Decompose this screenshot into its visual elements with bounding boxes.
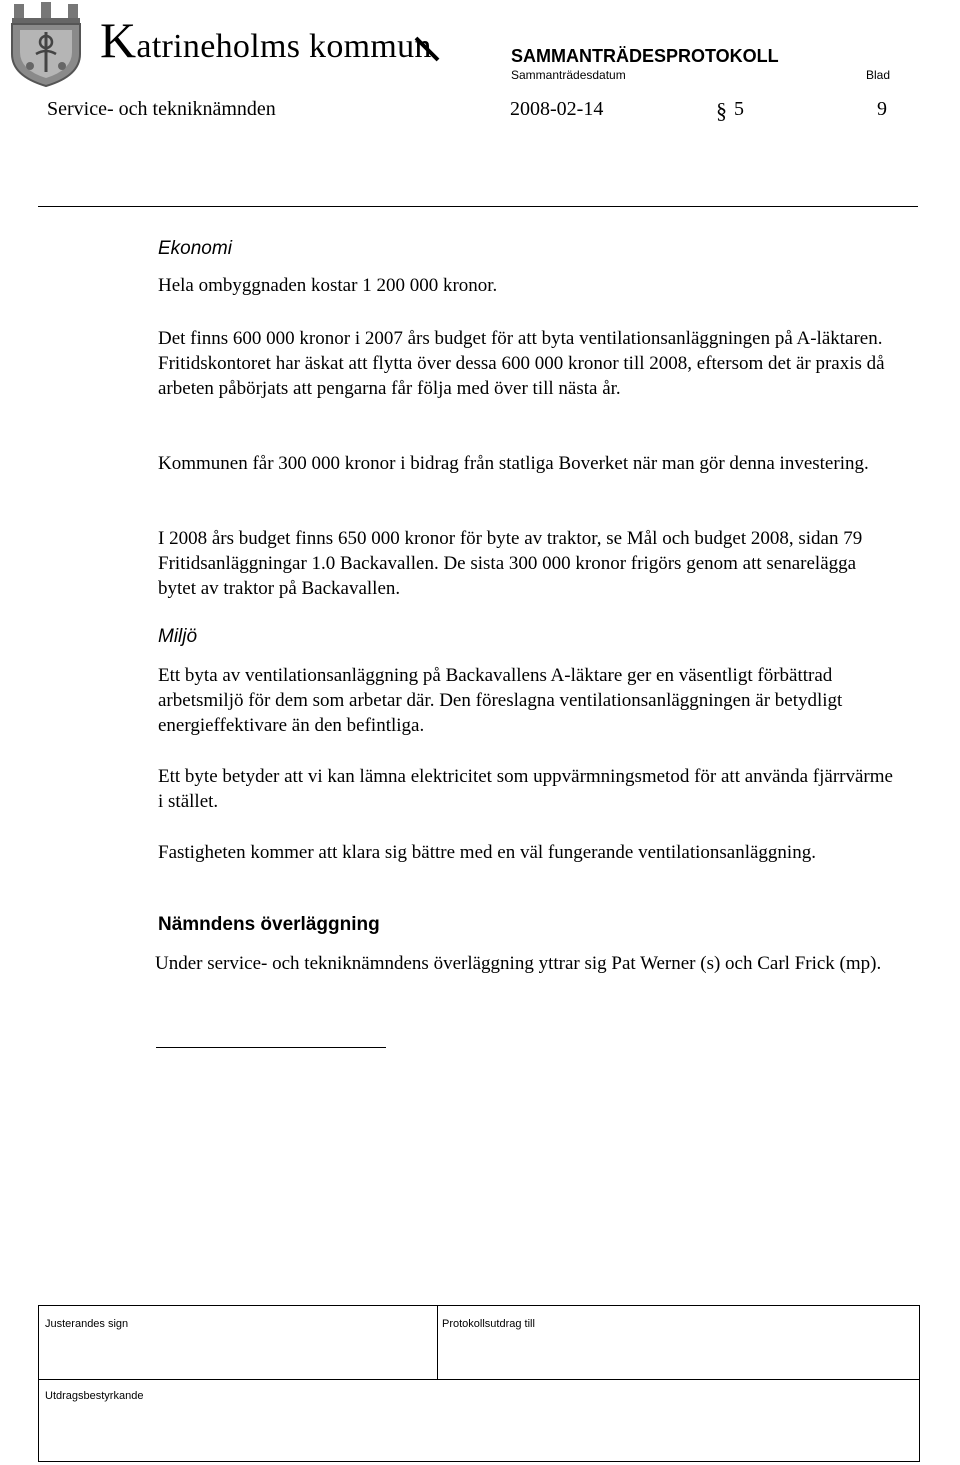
justerandes-sign-label: Justerandes sign <box>45 1318 129 1330</box>
municipal-coat-of-arms-icon <box>4 2 88 88</box>
date-label: Sammanträdesdatum <box>511 68 626 82</box>
paragraph-work-environment: Ett byta av ventilationsanläggning på Backavallens A-läktare ger en väsentligt förbättrad arbetsmiljö för dem som arbetar där. Den föreslagna ventilationsanläggningen är betydligt energieffektivare än den befintliga. <box>158 665 843 736</box>
paragraph-budget-2008: I 2008 års budget finns 650 000 kronor för byte av traktor, se Mål och budget 2008, sidan 79 Fritidsanläggningar 1.0 Backavallen. De sista 300 000 kronor frigörs genom att senarelägga bytet av traktor på Backavallen. <box>158 528 863 599</box>
page-number: 9 <box>877 98 887 120</box>
signature-box-divider-vertical <box>437 1305 438 1379</box>
brand-name <box>100 10 450 70</box>
utdragsbestyrkande-label: Utdragsbestyrkande <box>45 1390 144 1402</box>
paragraph-district-heating: Ett byte betyder att vi kan lämna elektricitet som uppvärmningsmetod för att använda fjärrvärme i stället. <box>158 766 893 812</box>
section-heading-miljo: Miljö <box>158 626 198 647</box>
signature-box-divider-horizontal <box>38 1379 920 1380</box>
header-divider <box>38 206 918 207</box>
paragraph-sign: § <box>716 98 727 123</box>
paragraph-boverket-grant: Kommunen får 300 000 kronor i bidrag från statliga Boverket när man gör denna investering. <box>158 453 869 474</box>
paragraph-deliberation: Under service- och tekniknämndens överläggning yttrar sig Pat Werner (s) och Carl Frick (mp). <box>155 953 882 974</box>
protokollsutdrag-label: Protokollsutdrag till <box>442 1318 535 1330</box>
paragraph-budget-2007: Det finns 600 000 kronor i 2007 års budget för att byta ventilationsanläggningen på A-läktaren. Fritidskontoret har äskat att flytta över dessa 600 000 kronor till 2008, eftersom det är praxis då arbeten påbörjats att pengarna får följa med över till nästa år. <box>158 328 885 399</box>
meeting-date: 2008-02-14 <box>510 98 604 120</box>
paragraph-total-cost: Hela ombyggnaden kostar 1 200 000 kronor. <box>158 275 498 296</box>
section-heading-ekonomi: Ekonomi <box>158 238 232 259</box>
page-label: Blad <box>866 68 891 82</box>
paragraph-number: 5 <box>734 98 744 120</box>
brand-rest: atrineholms kommun <box>136 28 432 65</box>
committee-name: Service- och tekniknämnden <box>47 98 276 120</box>
paragraph-property: Fastigheten kommer att klara sig bättre med en väl fungerande ventilationsanläggning. <box>158 842 816 863</box>
protocol-title: SAMMANTRÄDESPROTOKOLL <box>511 46 779 66</box>
brand-initial: K <box>100 12 137 68</box>
brand-slash-mark <box>414 36 442 64</box>
section-heading-namnd: Nämndens överläggning <box>158 914 380 935</box>
end-divider <box>156 1047 386 1048</box>
